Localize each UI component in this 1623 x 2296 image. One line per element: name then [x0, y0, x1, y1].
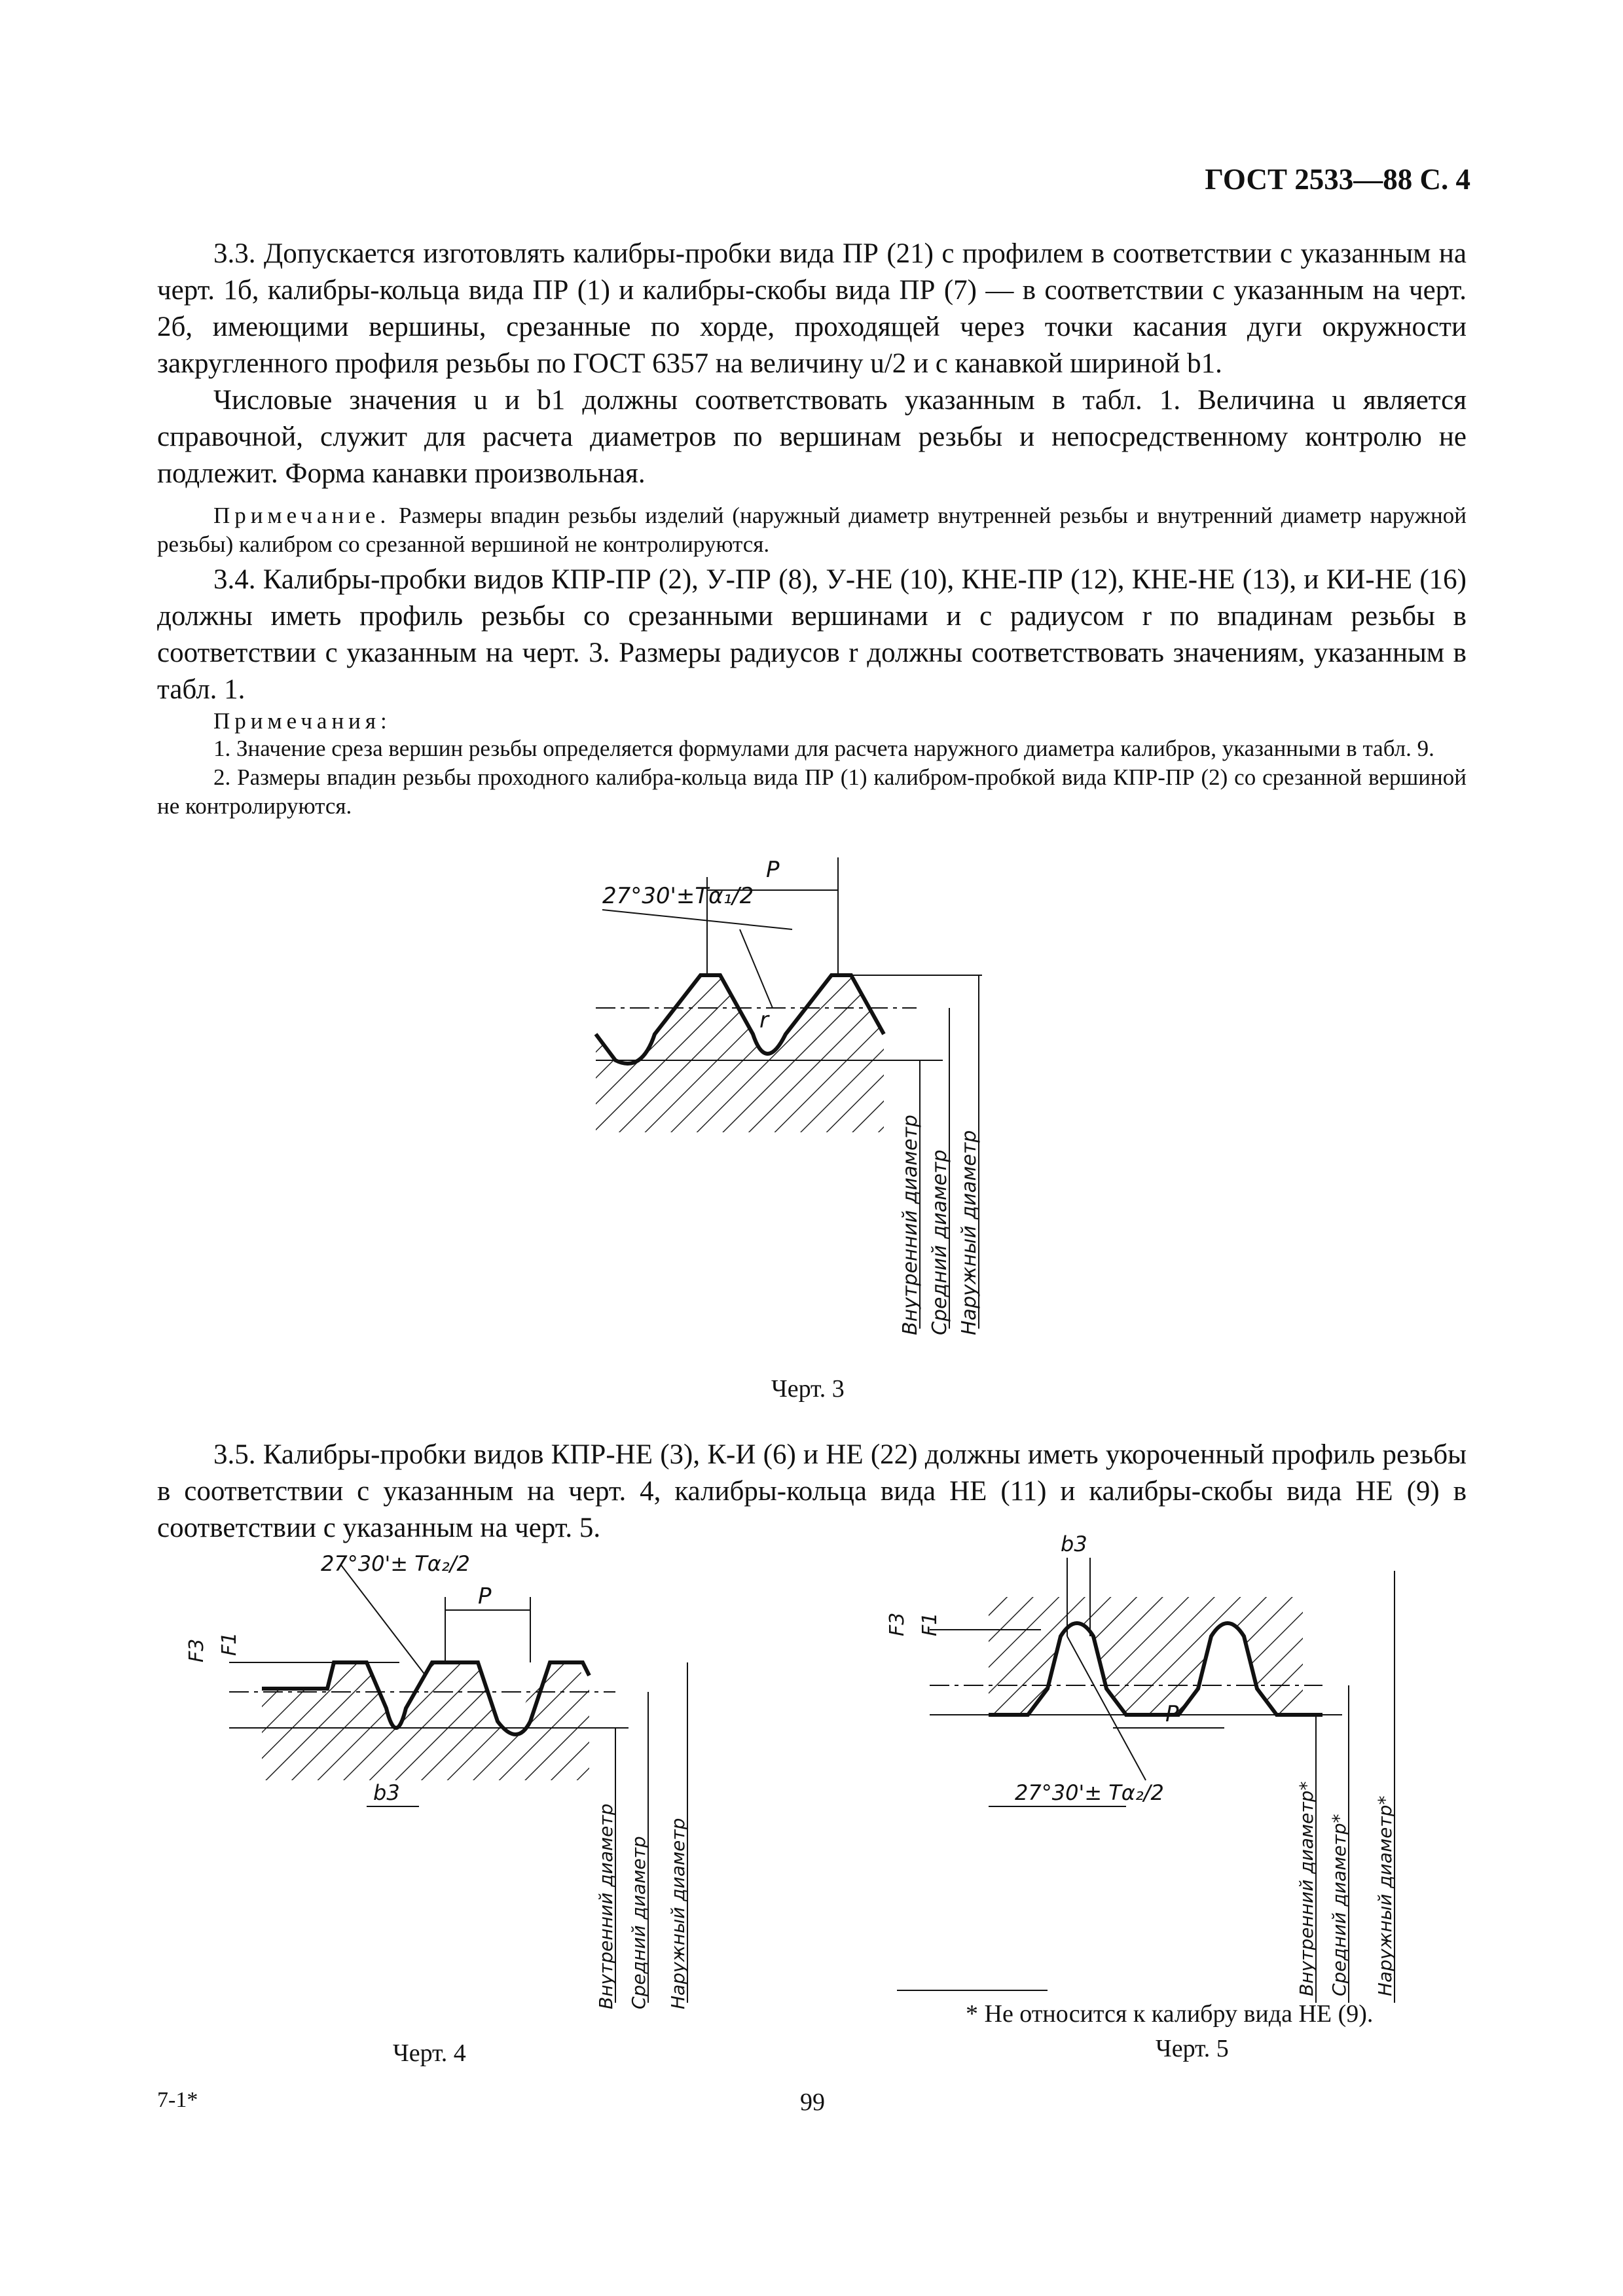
paragraph-3-5: 3.5. Калибры-пробки видов КПР-НЕ (3), К-И (6) и НЕ (22) должны иметь укороченный профиль резьбы в соответствии с указанным на черт. 4, калибры-кольца вида НЕ (11) и калибры-скобы вида НЕ (9) в соответствии с указанным на черт. 5.: [157, 1439, 1467, 1543]
footnote: * Не относится к калибру вида НЕ (9).: [966, 2000, 1374, 2028]
fig3-outer-diameter: Наружный диаметр: [958, 1130, 981, 1335]
fig3-inner-diameter: Внутренний диаметр: [899, 1115, 922, 1335]
note-1: 1. Значение среза вершин резьбы определяется формулами для расчета наружного диаметра калибров, указанными в табл. 9.: [213, 736, 1434, 761]
page-header: ГОСТ 2533—88 С. 4: [1205, 163, 1470, 196]
paragraph-3-3: 3.3. Допускается изготовлять калибры-пробки вида ПР (21) с профилем в соответствии с указанным на черт. 1б, калибры-кольца вида ПР (1) и калибры-скобы вида ПР (7) — в соответствии с указанным на черт. 2б, имеющими вершины, срезанные по хорде, проходящей через точки касания дуги окружности закругленного профиля резьбы по ГОСТ 6357 на величину u/2 и с канавкой шириной b1.: [157, 238, 1467, 379]
figure-5-caption: Черт. 5: [1156, 2035, 1229, 2062]
fig4-pitch-label: P: [478, 1583, 492, 1609]
fig4-f3-label: F3: [185, 1638, 208, 1662]
fig3-angle-label: 27°30'±Tα₁/2: [602, 883, 754, 909]
section-3-3: [157, 236, 1467, 559]
figure-3-caption: Черт. 3: [771, 1375, 845, 1403]
paragraph-3-3-values: Числовые значения u и b1 должны соответствовать указанным в табл. 1. Величина u является справочной, служит для расчета диаметров по вершинам резьбы и непосредственному контролю не подлежит. Форма канавки произвольная.: [157, 385, 1467, 489]
fig3-radius-label: r: [759, 1007, 769, 1033]
fig5-f3-label: F3: [886, 1612, 909, 1636]
page-number: 99: [800, 2089, 825, 2116]
figure-4-caption: Черт. 4: [393, 2039, 466, 2067]
footnote-rule: [897, 1990, 1048, 1991]
fig4-f1-label: F1: [218, 1632, 241, 1656]
fig4-mid-diameter: Средний диаметр: [628, 1836, 649, 2009]
section-3-4: [157, 562, 1467, 821]
fig4-b3-label: b3: [373, 1780, 400, 1805]
fig3-mid-diameter: Средний диаметр: [928, 1149, 951, 1335]
fig5-hatched-body: [989, 1597, 1303, 1715]
fig5-pitch-label: P: [1165, 1701, 1179, 1727]
footer-code: 7-1*: [157, 2088, 198, 2112]
figure-3-drawing: [576, 838, 1034, 1361]
fig5-outer-diameter: Наружный диаметр*: [1374, 1795, 1396, 1996]
fig4-inner-diameter: Внутренний диаметр: [595, 1803, 617, 2009]
fig5-mid-diameter: Средний диаметр*: [1328, 1814, 1350, 1996]
paragraph-3-4: 3.4. Калибры-пробки видов КПР-ПР (2), У-ПР (8), У-НЕ (10), КНЕ-ПР (12), КНЕ-НЕ (13), и КИ-НЕ (16) должны иметь профиль резьбы со срезанными вершинами и с радиусом r по впадинам резьбы в соответствии с указанным на черт. 3. Размеры радиусов r должны соответствовать значениям, указанным в табл. 1.: [157, 564, 1467, 705]
note-label: Примечание.: [213, 503, 391, 528]
fig3-pitch-label: P: [766, 857, 780, 883]
section-3-5: [157, 1437, 1467, 1547]
fig4-angle-label: 27°30'± Tα₂/2: [321, 1551, 470, 1576]
note-text: Размеры впадин резьбы изделий (наружный диаметр внутренней резьбы и внутренний диаметр наружной резьбы) калибром со срезанной вершиной не контролируются.: [157, 503, 1467, 557]
note-2: 2. Размеры впадин резьбы проходного калибра-кольца вида ПР (1) калибром-пробкой вида КПР-ПР (2) со срезанной вершиной не контролируются.: [157, 764, 1467, 819]
fig3-hatched-body: [596, 975, 884, 1132]
fig5-inner-diameter: Внутренний диаметр*: [1296, 1781, 1317, 1996]
fig5-f1-label: F1: [919, 1612, 941, 1636]
fig4-outer-diameter: Наружный диаметр: [667, 1818, 689, 2009]
fig5-angle-label: 27°30'± Tα₂/2: [1015, 1780, 1164, 1805]
figure-5-drawing: [886, 1532, 1453, 2003]
fig5-b3-label: b3: [1061, 1532, 1087, 1556]
figure-4-drawing: [185, 1545, 733, 2016]
notes-label: Примечания:: [213, 708, 392, 734]
fig4-hatched-body: [262, 1662, 589, 1780]
note-3-3: [157, 501, 1467, 559]
